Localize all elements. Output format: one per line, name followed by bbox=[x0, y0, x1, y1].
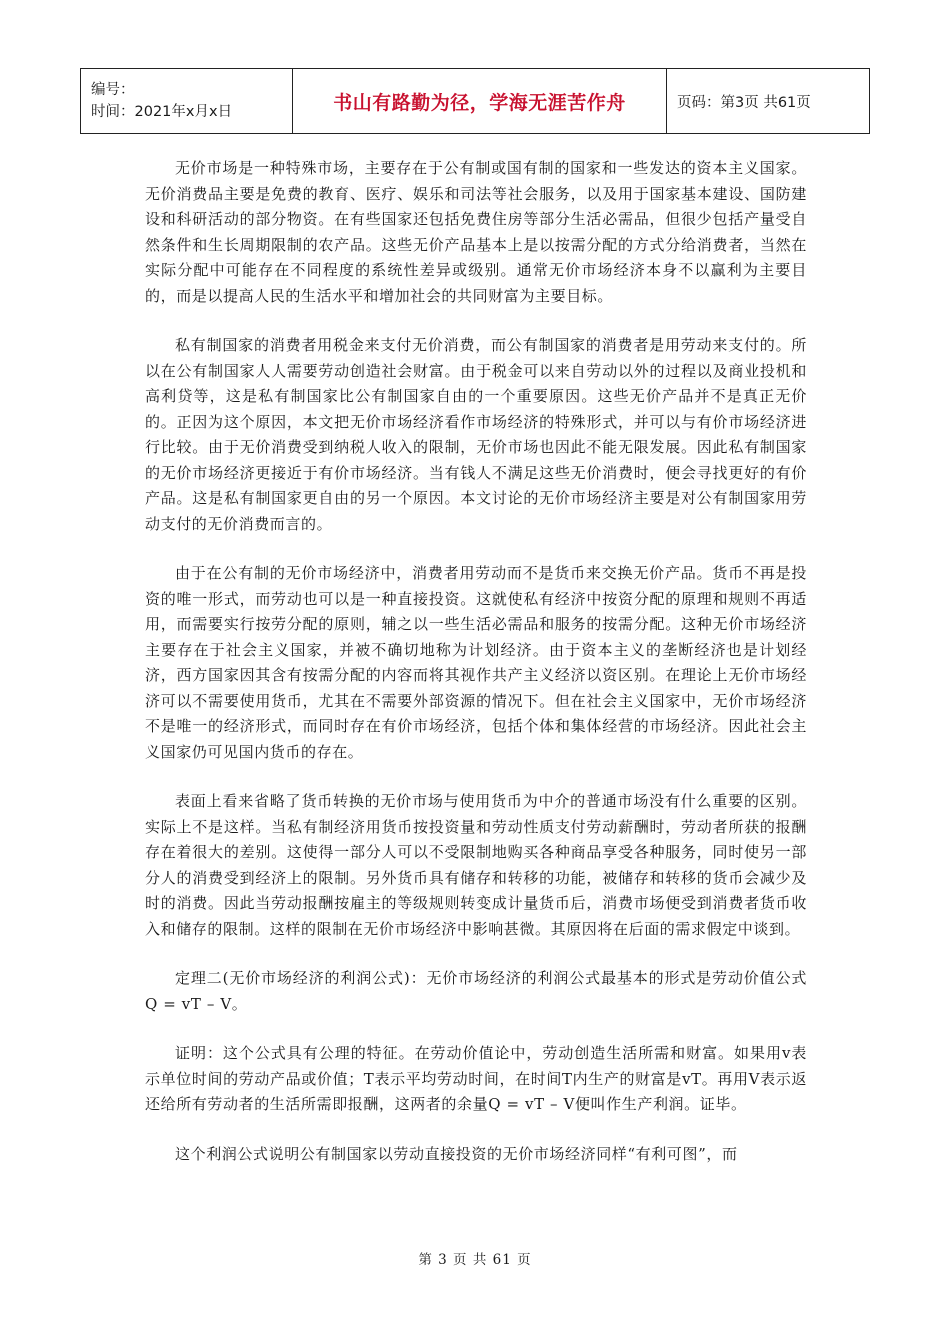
header-meta-cell bbox=[81, 69, 293, 134]
document-number-label: 编号： bbox=[91, 82, 135, 98]
page-footer: 第 3 页 共 61 页 bbox=[418, 1252, 532, 1268]
proof-paragraph: 证明：这个公式具有公理的特征。在劳动价值论中，劳动创造生活所需和财富。如果用v表示单位时间的劳动产品或价值；T表示平均劳动时间，在时间T内生产的财富是vT。再用V表示返还给所有劳动者的生活所需即报酬，这两者的余量Q = vT – V便叫作生产利润。证毕。 bbox=[145, 1044, 807, 1113]
paragraph: 表面上看来省略了货币转换的无价市场与使用货币为中介的普通市场没有什么重要的区别。实际上不是这样。当私有制经济用货币按投资量和劳动性质支付劳动薪酬时，劳动者所获的报酬存在着很大的差别。这使得一部分人可以不受限制地购买各种商品享受各种服务，同时使另一部分人的消费受到经济上的限制。另外货币具有储存和转移的功能，被储存和转移的货币会减少及时的消费。因此当劳动报酬按雇主的等级规则转变成计量货币后，消费市场便受到消费者货币收入和储存的限制。这样的限制在无价市场经济中影响甚微。其原因将在后面的需求假定中谈到。 bbox=[145, 792, 807, 938]
document-date-label: 时间：2021年x月x日 bbox=[91, 104, 233, 120]
paragraph: 由于在公有制的无价市场经济中，消费者用劳动而不是货币来交换无价产品。货币不再是投资的唯一形式，而劳动也可以是一种直接投资。这就使私有经济中按资分配的原理和规则不再适用，而需要实行按劳分配的原则，辅之以一些生活必需品和服务的按需分配。这种无价市场经济主要存在于社会主义国家，并被不确切地称为计划经济。由于资本主义的垄断经济也是计划经济，西方国家因其含有按需分配的内容而将其视作共产主义经济以资区别。在理论上无价市场经济可以不需要使用货币，尤其在不需要外部资源的情况下。但在社会主义国家中，无价市场经济不是唯一的经济形式，而同时存在有价市场经济，包括个体和集体经营的市场经济。因此社会主义国家仍可见国内货币的存在。 bbox=[145, 564, 807, 761]
document-body bbox=[145, 156, 807, 1191]
theorem-paragraph: 定理二(无价市场经济的利润公式)：无价市场经济的利润公式最基本的形式是劳动价值公式Q = vT – V。 bbox=[145, 969, 807, 1013]
document-header bbox=[80, 68, 870, 134]
header-page-code: 页码：第3页 共61页 bbox=[667, 69, 870, 134]
header-motto: 书山有路勤为径，学海无涯苦作舟 bbox=[293, 69, 667, 134]
paragraph: 这个利润公式说明公有制国家以劳动直接投资的无价市场经济同样“有利可图”，而 bbox=[175, 1144, 738, 1163]
paragraph: 无价市场是一种特殊市场，主要存在于公有制或国有制的国家和一些发达的资本主义国家。无价消费品主要是免费的教育、医疗、娱乐和司法等社会服务，以及用于国家基本建设、国防建设和科研活动的部分物资。在有些国家还包括免费住房等部分生活必需品，但很少包括产量受自然条件和生长周期限制的农产品。这些无价产品基本上是以按需分配的方式分给消费者，当然在实际分配中可能存在不同程度的系统性差异或级别。通常无价市场经济本身不以赢利为主要目的，而是以提高人民的生活水平和增加社会的共同财富为主要目标。 bbox=[145, 159, 807, 305]
paragraph: 私有制国家的消费者用税金来支付无价消费，而公有制国家的消费者是用劳动来支付的。所以在公有制国家人人需要劳动创造社会财富。由于税金可以来自劳动以外的过程以及商业投机和高利贷等，这是私有制国家比公有制国家自由的一个重要原因。这些无价产品并不是真正无价的。正因为这个原因，本文把无价市场经济看作市场经济的特殊形式，并可以与有价市场经济进行比较。由于无价消费受到纳税人收入的限制，无价市场也因此不能无限发展。因此私有制国家的无价市场经济更接近于有价市场经济。当有钱人不满足这些无价消费时，便会寻找更好的有价产品。这是私有制国家更自由的另一个原因。本文讨论的无价市场经济主要是对公有制国家用劳动支付的无价消费而言的。 bbox=[145, 336, 807, 533]
